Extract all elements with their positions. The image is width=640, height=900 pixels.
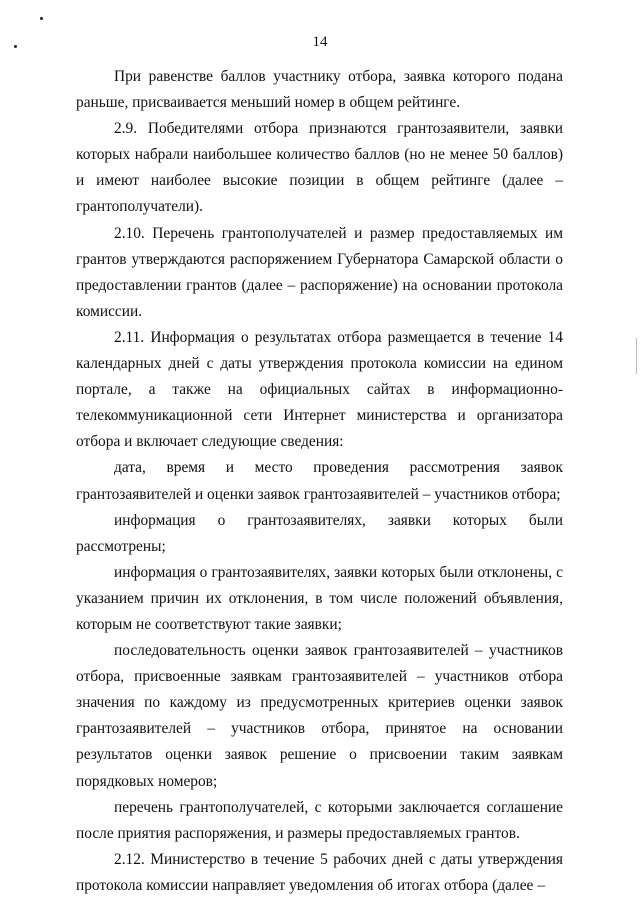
page-number: 14 bbox=[312, 34, 328, 50]
list-item-evaluation-order: последовательность оценки заявок грантозаявителей – участников отбора, присвоенные заявкам грантозаявителей – участников отбора значения по каждому из предусмотренных критериев оценки заявок грантозаявителей – участников отбора, принятое на основании результатов оценки заявок решение о присвоении таким заявкам порядковых номеров; bbox=[76, 642, 563, 790]
scan-mark-top bbox=[40, 17, 43, 20]
list-item-recipients: перечень грантополучателей, с которыми заключается соглашение после приятия распоряжения, и размеры предоставляемых грантов. bbox=[76, 798, 563, 842]
paragraph-2-9: 2.9. Победителями отбора признаются грантозаявители, заявки которых набрали наибольшее количество баллов (но не менее 50 баллов) и имеют наиболее высокие позиции в общем рейтинге (далее – грантополучатели). bbox=[76, 120, 563, 216]
list-item-rejected: информация о грантозаявителях, заявки которых были отклонены, с указанием причин их отклонения, в том числе положений объявления, которым не соответствуют такие заявки; bbox=[76, 563, 563, 633]
list-item-considered: информация о грантозаявителях, заявки которых были рассмотрены; bbox=[76, 511, 563, 555]
paragraph-2-12: 2.12. Министерство в течение 5 рабочих дней с даты утверждения протокола комиссии направляет уведомления об итогах отбора (далее – bbox=[76, 850, 563, 894]
document-body bbox=[76, 64, 563, 899]
paragraph-2-11: 2.11. Информация о результатах отбора размещается в течение 14 календарных дней с даты утверждения протокола комиссии на едином портале, а также на официальных сайтах в информационно-телекоммуникационной сети Интернет министерства и организатора отбора и включает следующие сведения: bbox=[76, 328, 563, 451]
list-item-date-time-place: дата, время и место проведения рассмотрения заявок грантозаявителей и оценки заявок грантозаявителей – участников отбора; bbox=[76, 459, 563, 503]
paragraph-2-10: 2.10. Перечень грантополучателей и размер предоставляемых им грантов утверждаются распоряжением Губернатора Самарской области о предоставлении грантов (далее – распоряжение) на основании протокола комиссии. bbox=[76, 224, 563, 320]
paragraph-tie-rule: При равенстве баллов участнику отбора, заявка которого подана раньше, присваивается меньший номер в общем рейтинге. bbox=[76, 68, 563, 112]
scan-edge-mark bbox=[636, 338, 637, 374]
